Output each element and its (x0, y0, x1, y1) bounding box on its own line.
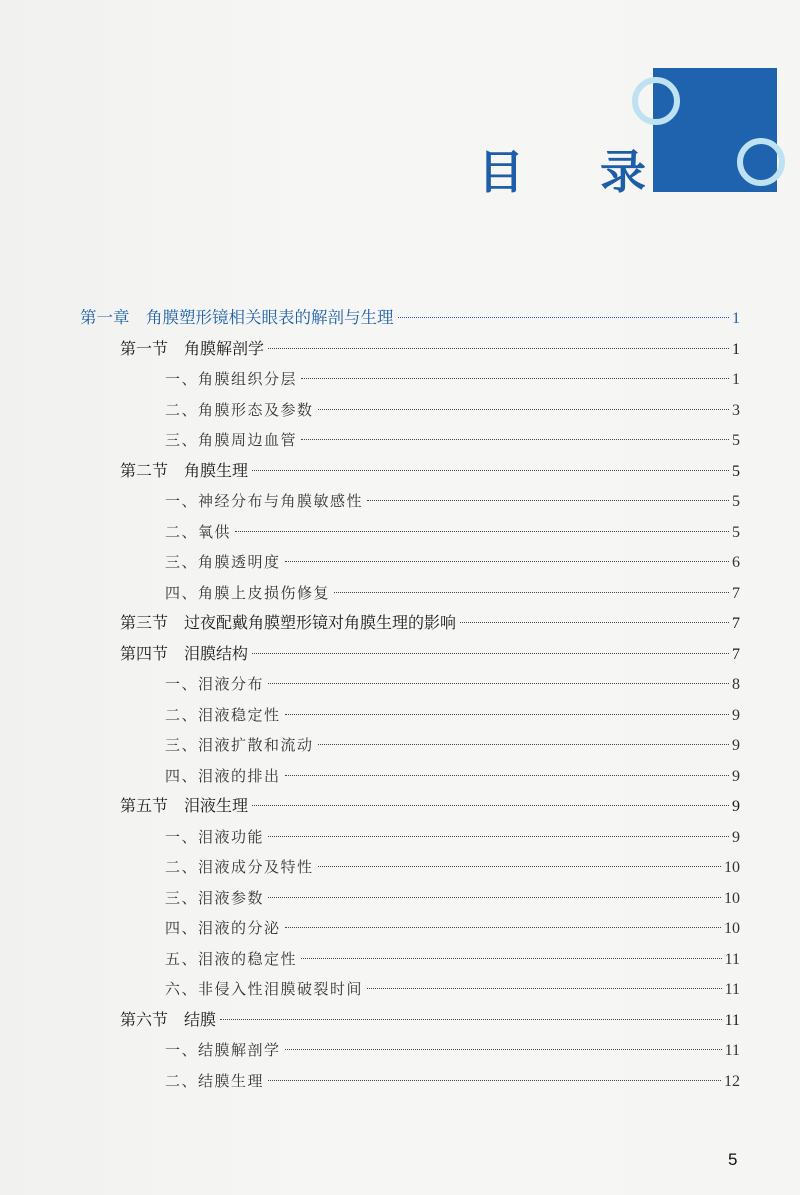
dot-leader (285, 714, 729, 715)
toc-page-number: 9 (732, 828, 740, 846)
toc-item-row (165, 944, 740, 974)
dot-leader (268, 683, 729, 684)
decorative-ring-icon (737, 138, 785, 186)
toc-entry-label: 一、泪液分布 (165, 675, 265, 693)
dot-leader (268, 348, 729, 349)
toc-entry-label: 第五节 泪液生理 (120, 796, 249, 815)
toc-entry-label: 三、角膜周边血管 (165, 431, 298, 449)
toc-entry-label: 第六节 结膜 (120, 1009, 217, 1029)
dot-leader (318, 866, 721, 867)
toc-section-row (120, 456, 740, 486)
dot-leader (301, 958, 722, 959)
toc-page-number: 7 (732, 645, 740, 663)
toc-entry-label: 二、氧供 (165, 522, 232, 541)
toc-entry-label: 四、角膜上皮损伤修复 (165, 583, 331, 602)
toc-item-row (165, 730, 740, 760)
dot-leader (285, 1049, 722, 1050)
dot-leader (268, 897, 721, 898)
toc-section-row (120, 791, 740, 821)
toc-page-number: 9 (732, 798, 740, 815)
dot-leader (285, 561, 729, 562)
toc-page-number: 6 (732, 554, 740, 571)
toc-page-number: 11 (724, 1042, 740, 1059)
toc-entry-label: 六、非侵入性泪膜破裂时间 (165, 980, 364, 998)
toc-section-row (120, 334, 740, 364)
dot-leader (301, 378, 729, 379)
toc-item-row (165, 1035, 740, 1065)
toc-page-number: 12 (724, 1072, 740, 1090)
toc-entry-label: 四、泪液的分泌 (165, 919, 281, 937)
toc-item-row (165, 822, 740, 852)
toc-entry-label: 五、泪液的稳定性 (165, 949, 298, 968)
toc-item-row (165, 761, 740, 791)
toc-entry-label: 二、结膜生理 (165, 1071, 265, 1090)
toc-page-number: 3 (732, 401, 740, 419)
toc-page-number: 10 (724, 920, 740, 937)
dot-leader (367, 500, 729, 501)
page-number: 5 (728, 1150, 738, 1169)
toc-item-row (165, 578, 740, 608)
toc-item-row (165, 974, 740, 1004)
toc-page-number: 5 (732, 523, 740, 541)
dot-leader (460, 622, 729, 623)
dot-leader (398, 317, 730, 318)
dot-leader (220, 1019, 722, 1020)
toc-entry-label: 一、神经分布与角膜敏感性 (165, 492, 364, 510)
toc-page-number: 8 (732, 676, 740, 693)
toc-page-number: 11 (724, 1011, 740, 1029)
toc-page-number: 5 (732, 493, 740, 510)
toc-page-number: 11 (724, 950, 740, 968)
toc-section-row (120, 1005, 740, 1035)
dot-leader (318, 744, 729, 745)
dot-leader (268, 1080, 721, 1081)
toc-item-row (165, 547, 740, 577)
toc-page-number: 10 (724, 859, 740, 876)
toc-item-row (165, 395, 740, 425)
dot-leader (252, 805, 729, 806)
toc-entry-label: 第四节 泪膜结构 (120, 643, 249, 663)
toc-entry-label: 第二节 角膜生理 (120, 460, 249, 480)
toc-entry-label: 二、泪液成分及特性 (165, 858, 314, 876)
toc-entry-label: 二、泪液稳定性 (165, 705, 281, 724)
dot-leader (252, 470, 729, 471)
toc-entry-label: 三、泪液扩散和流动 (165, 736, 314, 754)
dot-leader (285, 775, 729, 776)
toc-page-number: 5 (732, 462, 740, 480)
toc-entry-label: 第一章 角膜塑形镜相关眼表的解剖与生理 (80, 308, 394, 327)
toc-page-number: 9 (732, 767, 740, 785)
toc-entry-label: 四、泪液的排出 (165, 766, 281, 785)
toc-page-number: 10 (724, 889, 740, 907)
toc-page-number: 11 (724, 981, 740, 998)
toc-item-row (165, 852, 740, 882)
toc-item-row (165, 517, 740, 547)
dot-leader (334, 592, 729, 593)
dot-leader (268, 836, 729, 837)
toc-item-row (165, 1066, 740, 1096)
toc-page-number: 1 (732, 340, 740, 358)
toc-item-row (165, 486, 740, 516)
toc-entry-label: 三、角膜透明度 (165, 553, 281, 571)
toc-section-row (120, 639, 740, 669)
toc-item-row (165, 669, 740, 699)
toc-page-number: 9 (732, 737, 740, 754)
dot-leader (252, 653, 729, 654)
toc-entry-label: 第一节 角膜解剖学 (120, 338, 265, 358)
page-title: 目 录 (478, 145, 677, 199)
dot-leader (367, 988, 722, 989)
toc-entry-label: 一、角膜组织分层 (165, 370, 298, 388)
toc-page-number: 1 (732, 310, 740, 327)
dot-leader (235, 531, 729, 532)
toc-item-row (165, 700, 740, 730)
toc-page-number: 1 (732, 371, 740, 388)
toc-page-number: 5 (732, 432, 740, 449)
toc-entry-label: 三、泪液参数 (165, 888, 265, 907)
toc-item-row (165, 425, 740, 455)
dot-leader (301, 439, 729, 440)
toc-entry-label: 一、结膜解剖学 (165, 1041, 281, 1059)
toc-item-row (165, 883, 740, 913)
toc-page-number: 7 (732, 615, 740, 632)
decorative-ring-icon (632, 77, 680, 125)
toc-item-row (165, 913, 740, 943)
dot-leader (318, 409, 729, 410)
toc-entry-label: 第三节 过夜配戴角膜塑形镜对角膜生理的影响 (120, 613, 457, 632)
toc-entry-label: 一、泪液功能 (165, 827, 265, 846)
toc-page-number: 7 (732, 584, 740, 602)
toc-chapter-row (80, 303, 740, 333)
toc-item-row (165, 364, 740, 394)
dot-leader (285, 927, 721, 928)
toc-page-number: 9 (732, 706, 740, 724)
toc-entry-label: 二、角膜形态及参数 (165, 400, 314, 419)
toc-section-row (120, 608, 740, 638)
